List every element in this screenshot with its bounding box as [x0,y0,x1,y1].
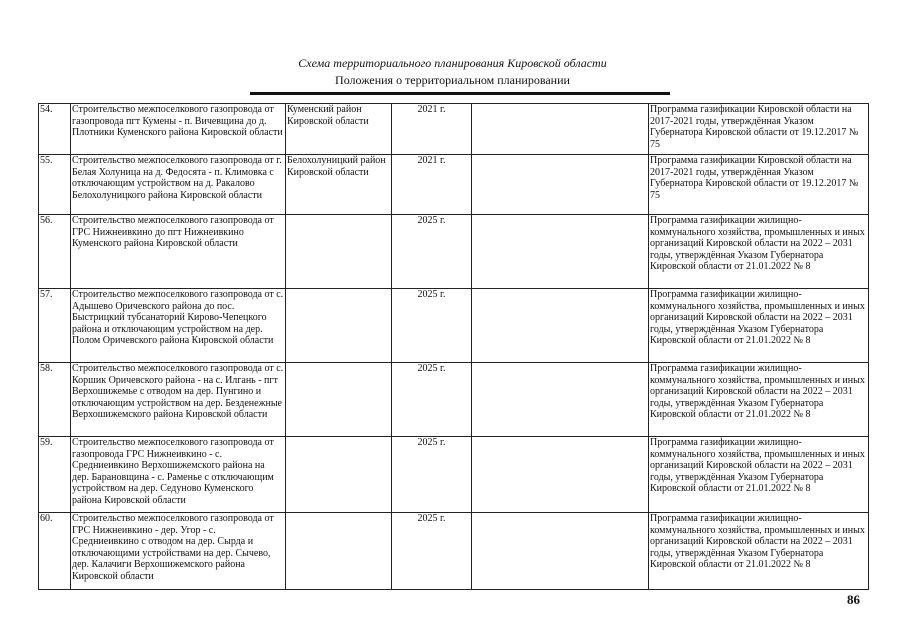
location-district: Белохолуницкий район Кировской области [286,155,392,215]
implementation-year: 2025 г. [392,289,472,363]
row-number: 55. [39,155,71,215]
object-description: Строительство межпоселкового газопровода от с. Коршик Оричевского района - на с. Илгань - пгт Верхошижемье с отводом на дер. Пунгино и отключающим устройством на дер. Безденежные Верхошижемского района Кировской области [71,363,286,437]
row-number: 54. [39,104,71,155]
object-description: Строительство межпоселкового газопровода от газопровода ГРС Нижнеивкино - с. Средниеивкино Верхошижемского района на дер. Барановщина - с. Раменье с отключающим устройством на дер. Седуново Куменского района Кировской области [71,437,286,513]
program-reference: Программа газификации Кировской области на 2017-2021 годы, утверждённая Указом Губернатора Кировской области от 19.12.2017 № 75 [649,104,869,155]
header-rule [250,92,670,95]
object-description: Строительство межпоселкового газопровода от ГРС Нижнеивкино до пгт Нижнеивкино Куменского района Кировской области [71,215,286,289]
empty-cell [472,215,649,289]
implementation-year: 2021 г. [392,104,472,155]
location-district [286,289,392,363]
table-row [39,104,869,155]
table-row [39,289,869,363]
table-row [39,363,869,437]
page-number: 86 [847,592,860,607]
row-number: 60. [39,513,71,590]
row-number: 56. [39,215,71,289]
implementation-year: 2025 г. [392,363,472,437]
row-number: 57. [39,289,71,363]
table-row [39,513,869,590]
table-row [39,155,869,215]
object-description: Строительство межпоселкового газопровода от г. Белая Холуница на д. Федосята - п. Климовка с отключающим устройством на д. Ракалово Белохолуницкого района Кировской области [71,155,286,215]
document-title: Схема территориального планирования Кировской области [298,56,607,70]
empty-cell [472,155,649,215]
location-district [286,513,392,590]
location-district [286,437,392,513]
program-reference: Программа газификации Кировской области на 2017-2021 годы, утверждённая Указом Губернатора Кировской области от 19.12.2017 № 75 [649,155,869,215]
empty-cell [472,104,649,155]
empty-cell [472,289,649,363]
location-district [286,215,392,289]
location-district [286,363,392,437]
implementation-year: 2025 г. [392,215,472,289]
row-number: 59. [39,437,71,513]
location-district: Куменский район Кировской области [286,104,392,155]
program-reference: Программа газификации жилищно-коммунального хозяйства, промышленных и иных организаций Кировской области на 2022 – 2031 годы, утверждённая Указом Губернатора Кировской области от 21.01.2022 № 8 [649,437,869,513]
implementation-year: 2025 г. [392,437,472,513]
program-reference: Программа газификации жилищно-коммунального хозяйства, промышленных и иных организаций Кировской области на 2022 – 2031 годы, утверждённая Указом Губернатора Кировской области от 21.01.2022 № 8 [649,363,869,437]
empty-cell [472,513,649,590]
program-reference: Программа газификации жилищно-коммунального хозяйства, промышленных и иных организаций Кировской области на 2022 – 2031 годы, утверждённая Указом Губернатора Кировской области от 21.01.2022 № 8 [649,513,869,590]
program-reference: Программа газификации жилищно-коммунального хозяйства, промышленных и иных организаций Кировской области на 2022 – 2031 годы, утверждённая Указом Губернатора Кировской области от 21.01.2022 № 8 [649,289,869,363]
object-description: Строительство межпоселкового газопровода от ГРС Нижнеивкино - дер. Угор - с. Средниеивкино с отводом на дер. Сырда и отключающими устройствами на дер. Сычево, дер. Калачиги Верхошижемского района Кировской области [71,513,286,590]
empty-cell [472,363,649,437]
table-row [39,215,869,289]
objects-table [38,103,869,590]
object-description: Строительство межпоселкового газопровода от газопровода пгт Кумены - п. Вичевщина до д. Плотники Куменского района Кировской области [71,104,286,155]
implementation-year: 2025 г. [392,513,472,590]
table-row [39,437,869,513]
object-description: Строительство межпоселкового газопровода от с. Адышево Оричевского района до пос. Быстрицкий тубсанаторий Кирово-Чепецкого района и отключающим устройством на дер. Полом Оричевского района Кировской области [71,289,286,363]
empty-cell [472,437,649,513]
row-number: 58. [39,363,71,437]
section-title: Положения о территориальном планировании [335,73,570,87]
implementation-year: 2021 г. [392,155,472,215]
page-header [0,56,905,88]
program-reference: Программа газификации жилищно-коммунального хозяйства, промышленных и иных организаций Кировской области на 2022 – 2031 годы, утверждённая Указом Губернатора Кировской области от 21.01.2022 № 8 [649,215,869,289]
